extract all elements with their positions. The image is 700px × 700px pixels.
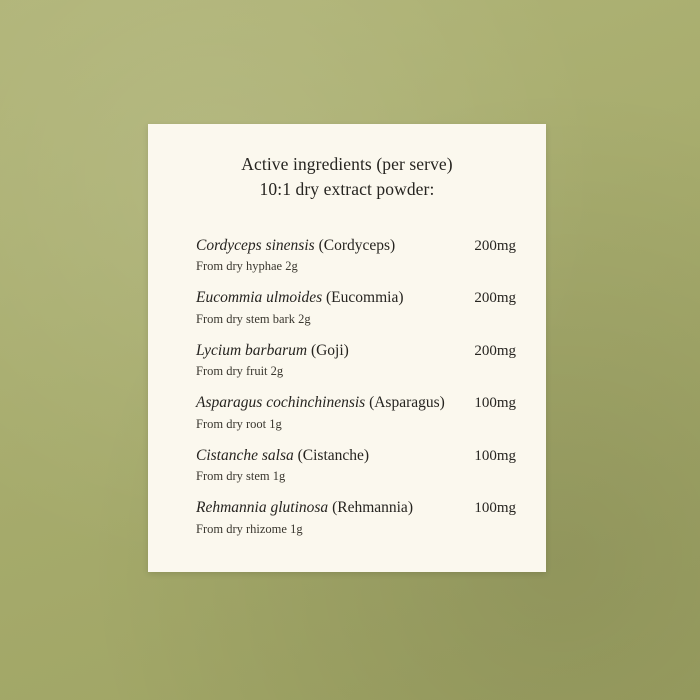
- ingredient-name: [196, 499, 413, 518]
- ingredient-row: [196, 394, 516, 432]
- ingredient-name: [196, 289, 404, 308]
- ingredient-name: [196, 237, 395, 256]
- ingredient-common-name: (Goji): [310, 341, 349, 359]
- ingredient-row: [196, 447, 516, 485]
- ingredient-latin-name: Asparagus cochinchinensis: [196, 394, 366, 412]
- ingredient-common-name: (Cistanche): [297, 446, 370, 464]
- label-content: [148, 124, 546, 572]
- ingredient-name: [196, 342, 349, 361]
- ingredient-amount: 100mg: [474, 395, 516, 412]
- ingredient-name: [196, 447, 369, 466]
- ingredient-main-line: [196, 447, 516, 466]
- ingredient-source: From dry fruit 2g: [196, 364, 284, 379]
- ingredient-amount: 200mg: [474, 342, 516, 359]
- ingredient-common-name: (Cordyceps): [318, 236, 396, 254]
- ingredient-latin-name: Cordyceps sinensis: [196, 236, 315, 254]
- ingredient-source: From dry hyphae 2g: [196, 259, 298, 274]
- ingredient-amount: 200mg: [474, 290, 516, 307]
- label-heading: [174, 152, 520, 203]
- ingredient-main-line: [196, 237, 516, 256]
- ingredient-common-name: (Eucommia): [326, 289, 404, 307]
- ingredient-row: [196, 237, 516, 275]
- ingredient-common-name: (Asparagus): [369, 394, 445, 412]
- ingredient-row: [196, 499, 516, 537]
- ingredient-latin-name: Cistanche salsa: [196, 446, 294, 464]
- ingredient-latin-name: Lycium barbarum: [196, 341, 308, 359]
- ingredient-source: From dry stem 1g: [196, 469, 286, 484]
- ingredient-main-line: [196, 394, 516, 413]
- ingredient-row: [196, 289, 516, 327]
- ingredient-main-line: [196, 289, 516, 308]
- supplement-label-card: [148, 124, 546, 572]
- ingredient-main-line: [196, 342, 516, 361]
- ingredient-amount: 100mg: [474, 447, 516, 464]
- ingredient-source: From dry stem bark 2g: [196, 311, 311, 326]
- ingredient-source: From dry root 1g: [196, 416, 282, 431]
- ingredient-amount: 100mg: [474, 500, 516, 517]
- ingredient-latin-name: Rehmannia glutinosa: [196, 499, 329, 517]
- ingredient-latin-name: Eucommia ulmoides: [196, 289, 323, 307]
- ingredient-source: From dry rhizome 1g: [196, 521, 303, 536]
- ingredient-list: [174, 237, 520, 538]
- ingredient-row: [196, 342, 516, 380]
- heading-line-1: Active ingredients (per serve): [241, 154, 453, 174]
- ingredient-name: [196, 394, 445, 413]
- ingredient-common-name: (Rehmannia): [332, 499, 413, 517]
- heading-line-2: 10:1 dry extract powder:: [259, 179, 435, 200]
- ingredient-main-line: [196, 499, 516, 518]
- ingredient-amount: 200mg: [474, 237, 516, 254]
